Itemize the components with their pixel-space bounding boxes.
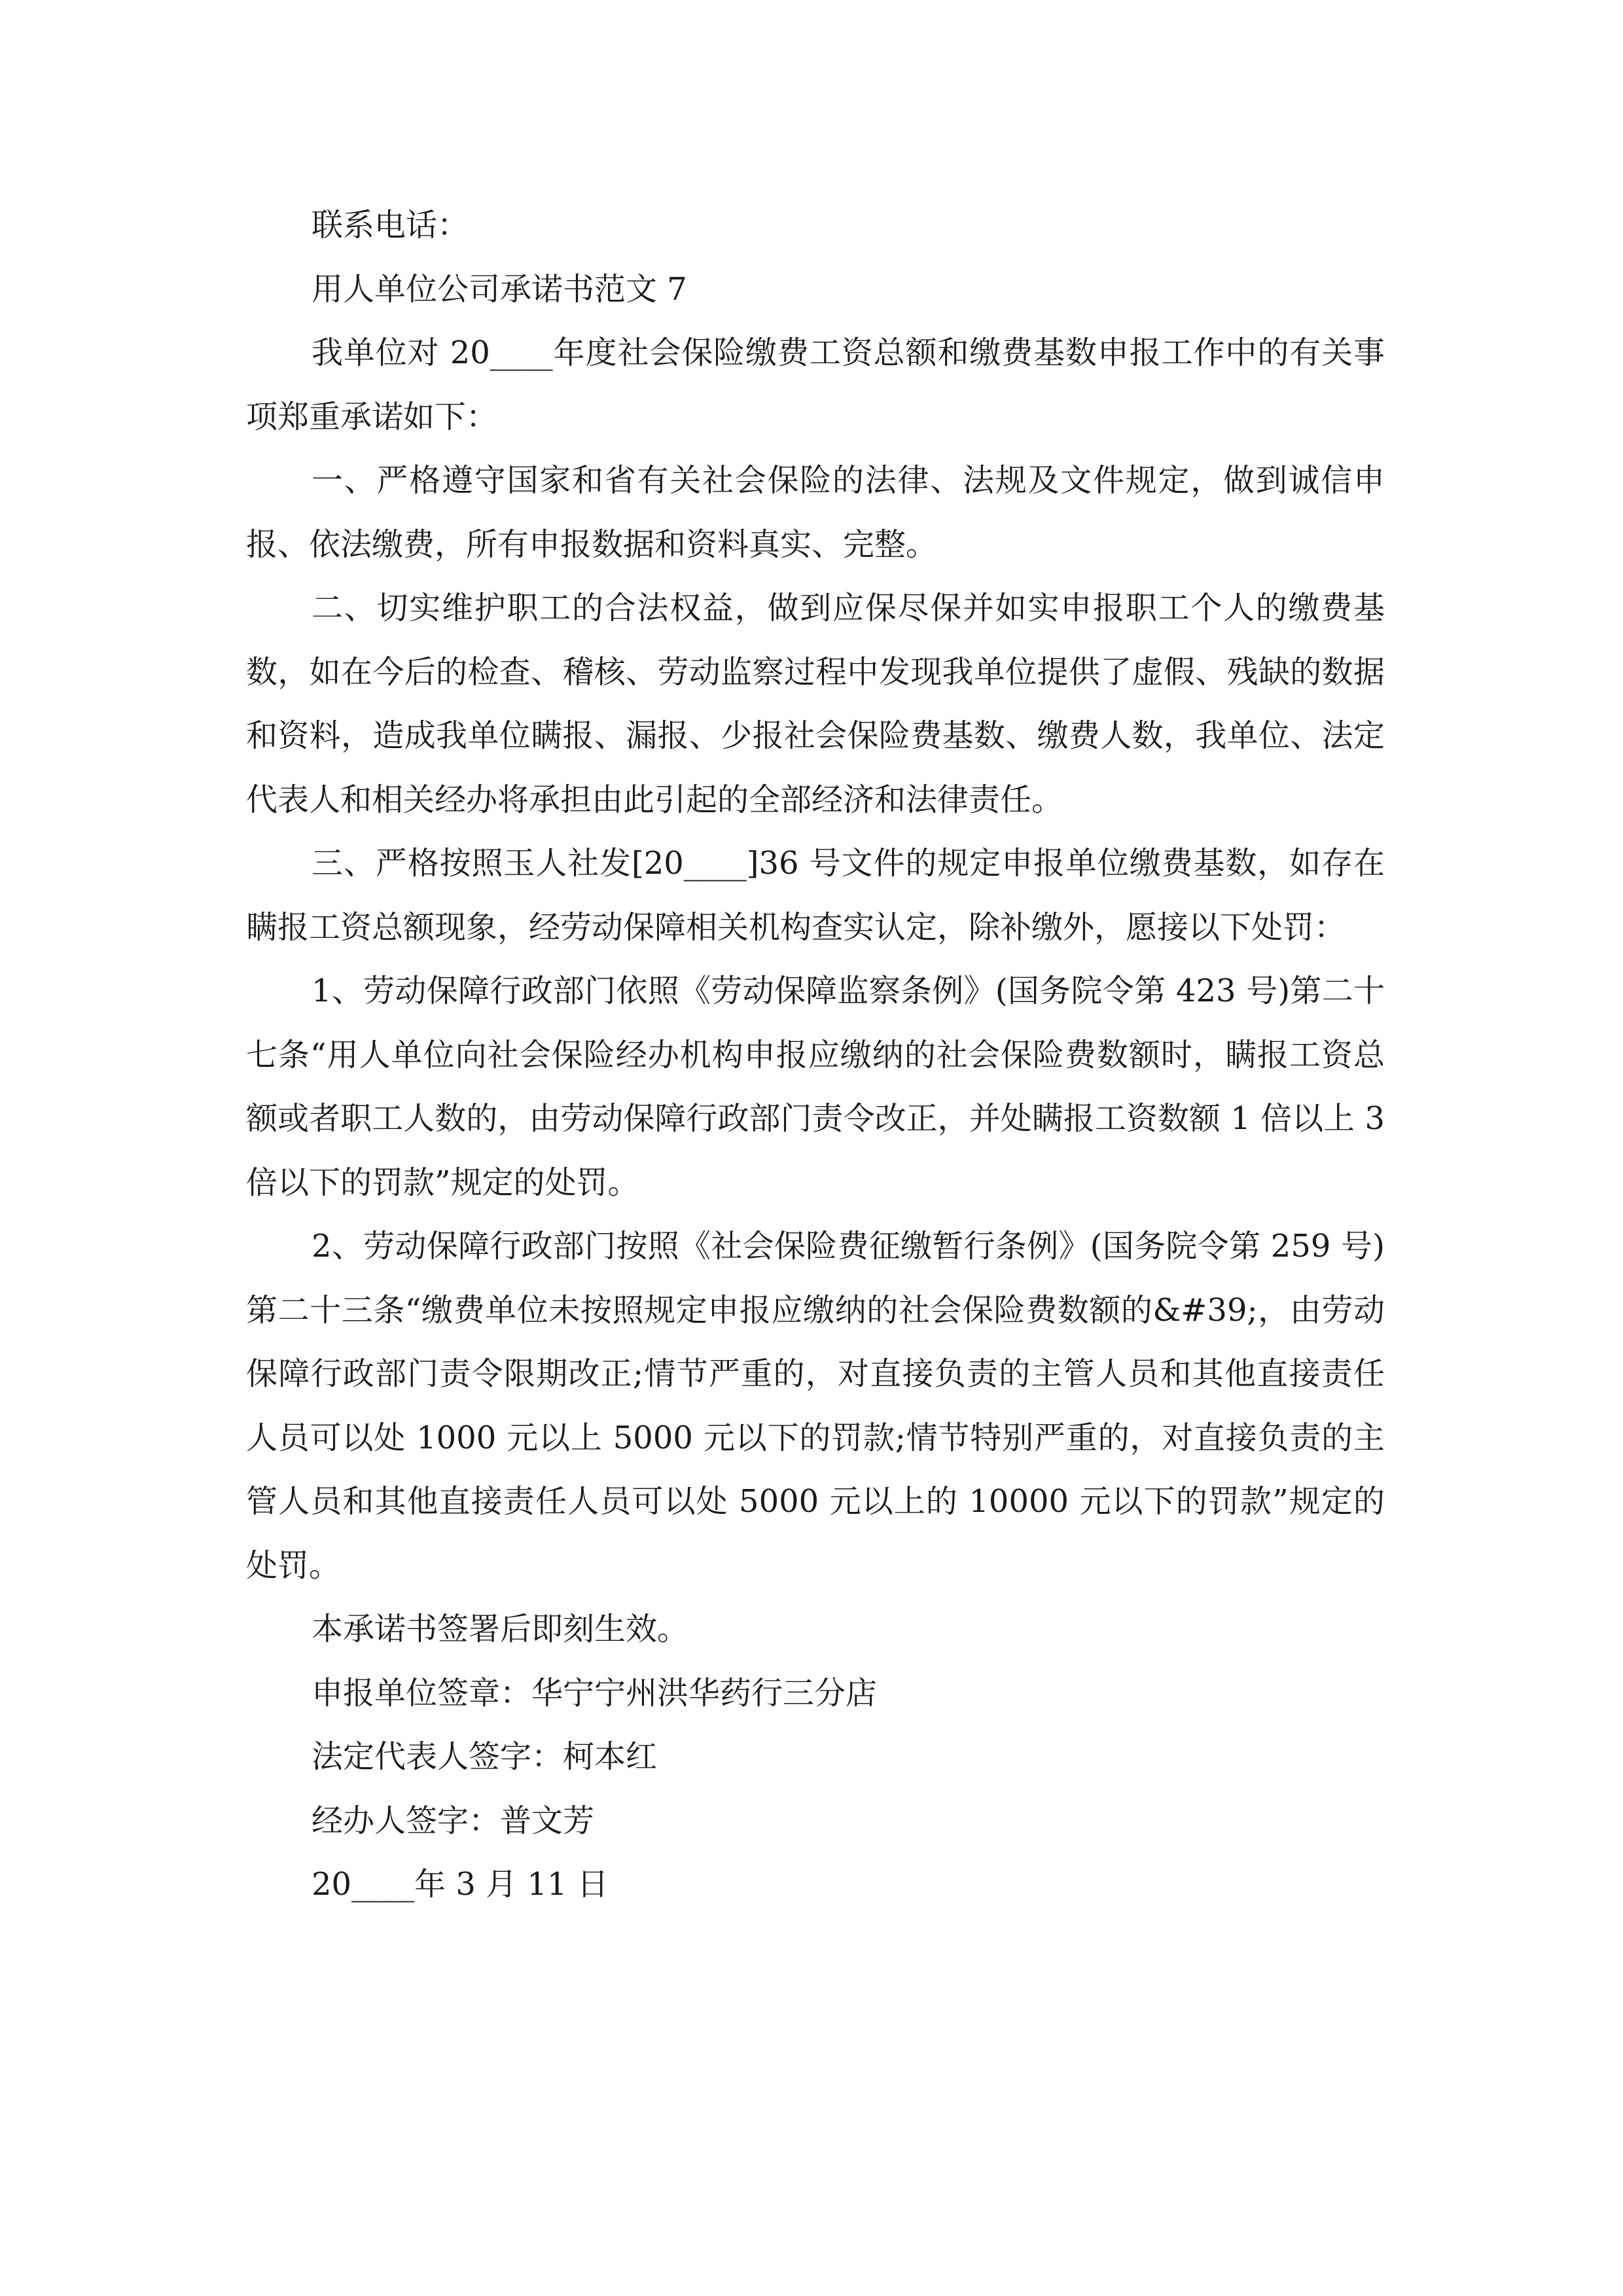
document-subtitle: 用人单位公司承诺书范文 7 (312, 270, 687, 308)
date-line: 20____年 3 月 11 日 (312, 1866, 609, 1903)
contact-phone-line: 联系电话： (312, 207, 469, 243)
unit-seal-line: 申报单位签章：华宁宁州洪华药行三分店 (312, 1674, 878, 1712)
commitment-item-3: 三、严格按照玉人社发[20____]36 号文件的规定申报单位缴费基数，如存在瞒报工资总额现象，经劳动保障相关机构查实认定，除补缴外，愿接以下处罚： (246, 845, 1385, 946)
legal-representative-line: 法定代表人签字：柯本红 (312, 1738, 658, 1775)
effective-statement: 本承诺书签署后即刻生效。 (312, 1611, 689, 1647)
commitment-item-1: 一、严格遵守国家和省有关社会保险的法律、法规及文件规定，做到诚信申报、依法缴费，所有申报数据和资料真实、完整。 (246, 462, 1385, 563)
penalty-clause-2: 2、劳动保障行政部门按照《社会保险费征缴暂行条例》(国务院令第 259 号)第二十三条“缴费单位未按照规定申报应缴纳的社会保险费数额的&#39;，由劳动保障行政部门责令限期改正;情节严重的，对直接负责的主管人员和其他直接责任人员可以处 1000 元以上 5000 元以下的罚款;情节特别严重的，对直接负责的主管人员和其他直接责任人员可以处 5000 元以上的 10000 元以下的罚款”规定的处罚。 (246, 1228, 1385, 1584)
document-body (246, 194, 1385, 1917)
commitment-item-2: 二、切实维护职工的合法权益，做到应保尽保并如实申报职工个人的缴费基数，如在今后的检查、稽核、劳动监察过程中发现我单位提供了虚假、残缺的数据和资料，造成我单位瞒报、漏报、少报社会保险费基数、缴费人数，我单位、法定代表人和相关经办将承担由此引起的全部经济和法律责任。 (246, 590, 1385, 818)
intro-paragraph: 我单位对 20____年度社会保险缴费工资总额和缴费基数申报工作中的有关事项郑重承诺如下： (246, 334, 1385, 435)
handler-signature-line: 经办人签字：普文芳 (312, 1802, 595, 1839)
penalty-clause-1: 1、劳动保障行政部门依照《劳动保障监察条例》(国务院令第 423 号)第二十七条“用人单位向社会保险经办机构申报应缴纳的社会保险费数额时，瞒报工资总额或者职工人数的，由劳动保障行政部门责令改正，并处瞒报工资数额 1 倍以上 3 倍以下的罚款”规定的处罚。 (246, 973, 1385, 1201)
